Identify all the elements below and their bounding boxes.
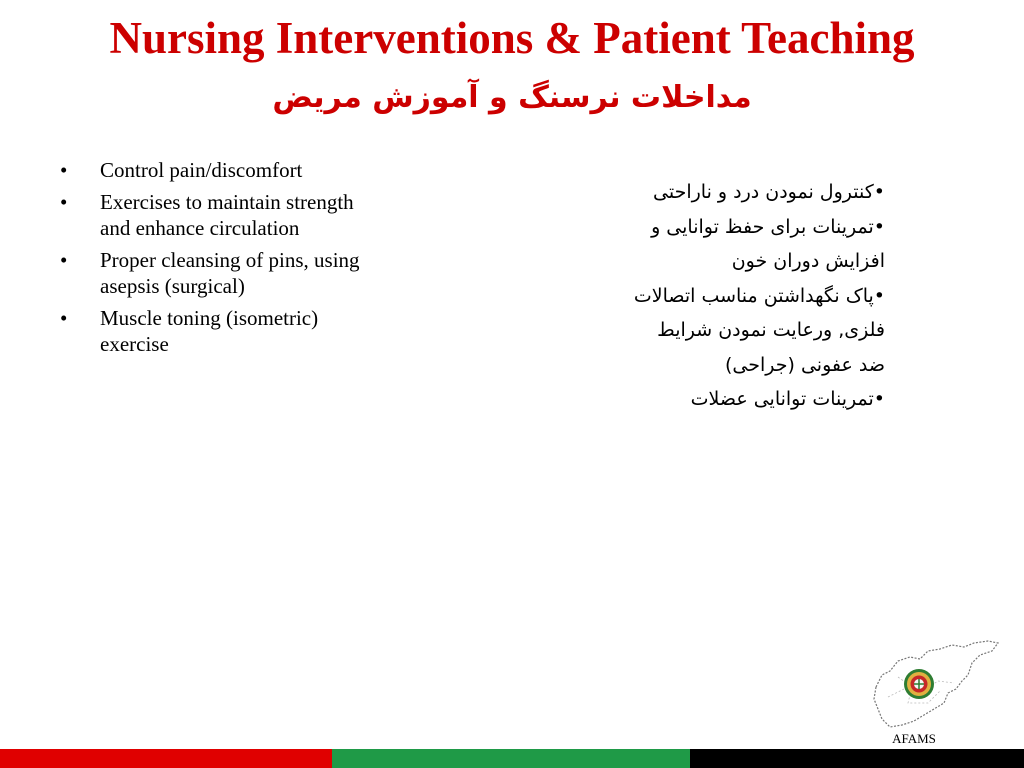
afams-label: AFAMS [892, 731, 936, 746]
persian-line: •تمرینات توانایی عضلات [690, 388, 885, 410]
footer-bar-red [0, 749, 332, 768]
list-item-text: Exercises to maintain strength and enhance circulation [100, 190, 354, 240]
persian-line: •تمرینات برای حفظ توانایی و [651, 215, 885, 238]
persian-line: افزایش دوران خون [731, 250, 885, 272]
bullet-icon: • [60, 248, 68, 272]
footer-bar-black [690, 749, 1024, 768]
list-item [60, 247, 380, 299]
footer-bar-green [332, 749, 690, 768]
list-item [60, 305, 380, 357]
afghanistan-map-emblem-icon [868, 637, 1000, 733]
bullet-icon: • [60, 306, 68, 330]
list-item [60, 189, 380, 241]
persian-line: ضد عفونی (جراحی) [725, 353, 885, 376]
bullet-icon: • [60, 158, 68, 182]
list-item-text: Proper cleansing of pins, using asepsis (surgical) [100, 248, 360, 298]
slide-title-persian: مداخلات نرسنگ و آموزش مریض [272, 80, 752, 115]
slide-title: Nursing Interventions & Patient Teaching [109, 13, 915, 63]
persian-line: •کنترول نمودن درد و ناراحتی [653, 181, 885, 203]
list-item-text: Control pain/discomfort [100, 158, 303, 182]
bullet-icon: • [60, 190, 68, 214]
persian-bullet-list [520, 175, 885, 417]
list-item [60, 157, 380, 183]
persian-line: فلزی, ورعایت نمودن شرایط [657, 319, 885, 341]
persian-line: •پاک نگهداشتن مناسب اتصالات [633, 284, 885, 307]
list-item-text: Muscle toning (isometric) exercise [100, 306, 319, 356]
english-bullet-list [60, 157, 380, 363]
